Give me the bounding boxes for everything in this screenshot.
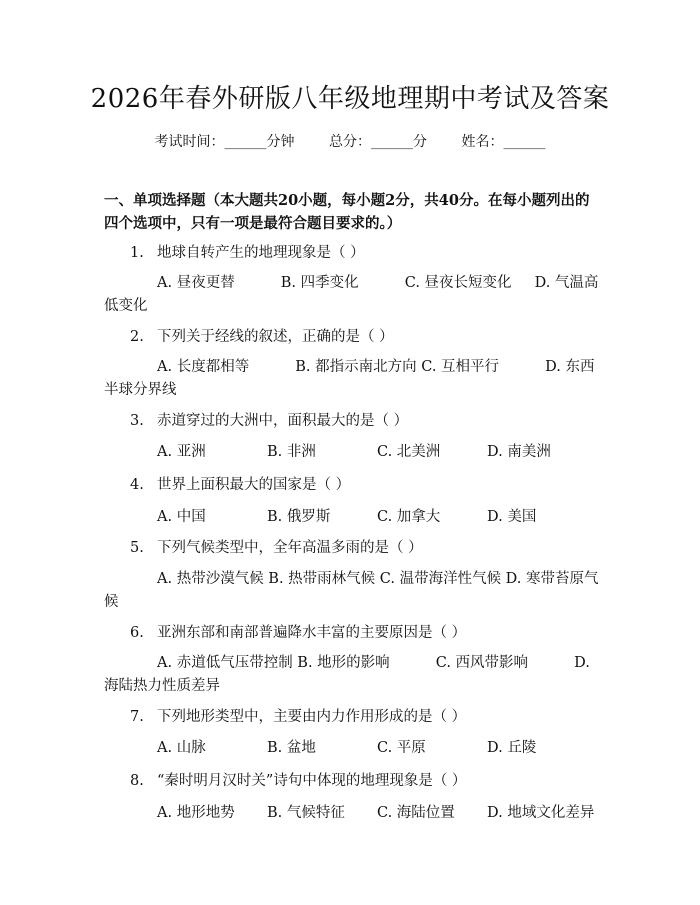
page-title: 2026年春外研版八年级地理期中考试及答案 — [90, 84, 610, 114]
option-d: D. 南美洲 — [487, 444, 551, 460]
option-d: D. 美国 — [487, 509, 537, 525]
question-number: 8. — [130, 773, 144, 789]
question-stem: 下列关于经线的叙述，正确的是（ ） — [157, 329, 394, 345]
option-b: B. 气候特征 — [267, 805, 345, 821]
question-stem: 地球自转产生的地理现象是（ ） — [157, 245, 365, 261]
question-1-options — [104, 272, 600, 318]
option-b: B. 非洲 — [267, 444, 316, 460]
exam-time: 考试时间：______分钟 — [154, 134, 295, 150]
question-6-options — [104, 652, 600, 698]
option-c: C. 加拿大 — [377, 509, 441, 525]
option-a: A. 山脉 — [157, 740, 206, 756]
option-a: A. 地形地势 — [157, 805, 235, 821]
option-a: A. 中国 — [157, 509, 206, 525]
options-text: A. 昼夜更替 B. 四季变化 C. 昼夜长短变化 D. 气温高低变化 — [104, 275, 599, 314]
question-number: 3. — [130, 413, 144, 429]
option-d: D. 地域文化差异 — [487, 805, 595, 821]
exam-score: 总分：______分 — [329, 134, 427, 150]
option-a: A. 亚洲 — [157, 444, 206, 460]
options-text: A. 长度都相等 B. 都指示南北方向 C. 互相平行 D. 东西半球分界线 — [104, 359, 595, 398]
section-heading: 一、单项选择题（本大题共20小题，每小题2分，共40分。在每小题列出的四个选项中，只有一项是最符合题目要求的。） — [104, 192, 590, 232]
option-c: C. 平原 — [377, 740, 426, 756]
question-6 — [130, 622, 600, 645]
question-stem: 赤道穿过的大洲中，面积最大的是（ ） — [157, 413, 409, 429]
option-b: B. 盆地 — [267, 740, 316, 756]
question-3 — [130, 410, 600, 433]
question-number: 2. — [130, 329, 144, 345]
question-5 — [130, 537, 600, 560]
question-stem: 亚洲东部和南部普遍降水丰富的主要原因是（ ） — [157, 625, 467, 641]
option-d: D. 丘陵 — [487, 740, 537, 756]
question-stem: “秦时明月汉时关”诗句中体现的地理现象是（ ） — [157, 773, 467, 789]
question-5-options — [104, 568, 600, 614]
question-8 — [130, 770, 600, 793]
question-number: 1. — [130, 245, 144, 261]
question-4 — [130, 474, 600, 497]
question-2 — [130, 326, 600, 349]
exam-info — [0, 131, 700, 151]
options-text: A. 赤道低气压带控制 B. 地形的影响 C. 西风带影响 D. 海陆热力性质差异 — [104, 655, 595, 694]
option-c: C. 北美洲 — [377, 444, 441, 460]
student-name: 姓名：______ — [461, 134, 546, 150]
question-number: 7. — [130, 709, 144, 725]
option-b: B. 俄罗斯 — [267, 509, 331, 525]
question-stem: 下列气候类型中，全年高温多雨的是（ ） — [157, 540, 423, 556]
question-1 — [130, 242, 600, 265]
question-7 — [130, 706, 600, 729]
question-2-options — [104, 356, 600, 402]
question-stem: 世界上面积最大的国家是（ ） — [157, 477, 351, 493]
question-number: 5. — [130, 540, 144, 556]
option-c: C. 海陆位置 — [377, 805, 455, 821]
question-number: 6. — [130, 625, 144, 641]
question-stem: 下列地形类型中，主要由内力作用形成的是（ ） — [157, 709, 467, 725]
question-number: 4. — [130, 477, 144, 493]
options-text: A. 热带沙漠气候 B. 热带雨林气候 C. 温带海洋性气候 D. 寒带苔原气候 — [104, 571, 599, 610]
